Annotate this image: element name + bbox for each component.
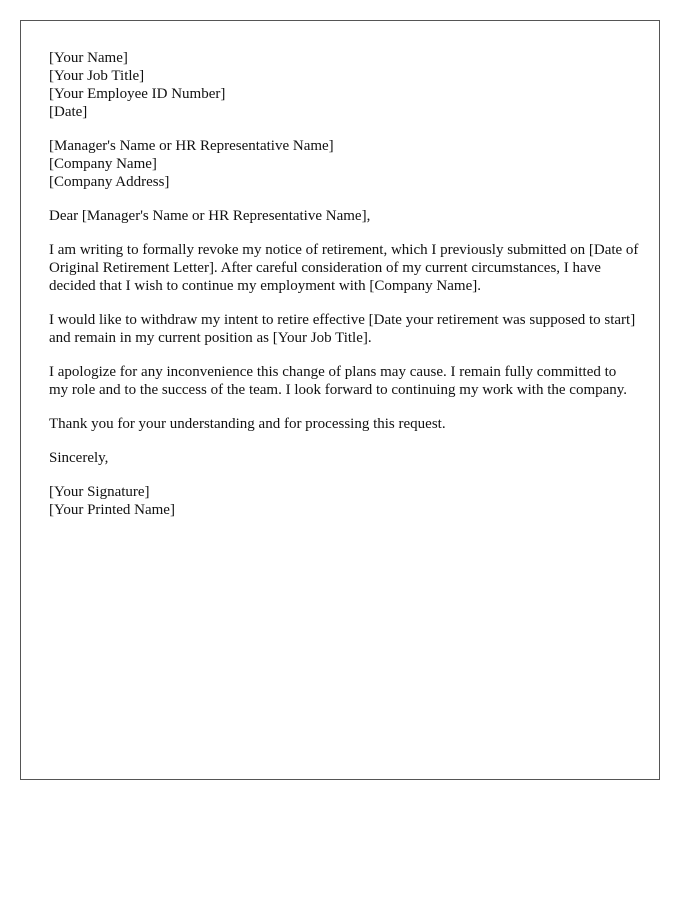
- sender-employee-id: [Your Employee ID Number]: [49, 86, 226, 102]
- recipient-name: [Manager's Name or HR Representative Name]: [49, 138, 334, 154]
- sender-block: [49, 49, 639, 121]
- letter-content: [49, 49, 639, 535]
- body-paragraph-4: Thank you for your understanding and for processing this request.: [49, 416, 446, 432]
- letter-date: [Date]: [49, 104, 88, 120]
- letter-page: [20, 20, 660, 780]
- signature: [Your Signature]: [49, 484, 150, 500]
- recipient-company: [Company Name]: [49, 156, 157, 172]
- body-paragraph-3: I apologize for any inconvenience this change of plans may cause. I remain fully committed to my role and to the success of the team. I look forward to continuing my work with the company.: [49, 364, 628, 398]
- recipient-block: [49, 137, 639, 191]
- signature-block: [49, 483, 639, 519]
- body-paragraph-1: I am writing to formally revoke my notice of retirement, which I previously submitted on [Date of Original Retirement Letter]. After careful consideration of my current circumstances, I have decided that I wish to continue my employment with [Company Name].: [49, 242, 639, 294]
- body-paragraph-2: I would like to withdraw my intent to retire effective [Date your retirement was supposed to start] and remain in my current position as [Your Job Title].: [49, 312, 636, 346]
- closing: Sincerely,: [49, 450, 109, 466]
- sender-job-title: [Your Job Title]: [49, 68, 145, 84]
- printed-name: [Your Printed Name]: [49, 502, 175, 518]
- sender-name: [Your Name]: [49, 50, 128, 66]
- recipient-address: [Company Address]: [49, 174, 170, 190]
- salutation: Dear [Manager's Name or HR Representative Name],: [49, 208, 371, 224]
